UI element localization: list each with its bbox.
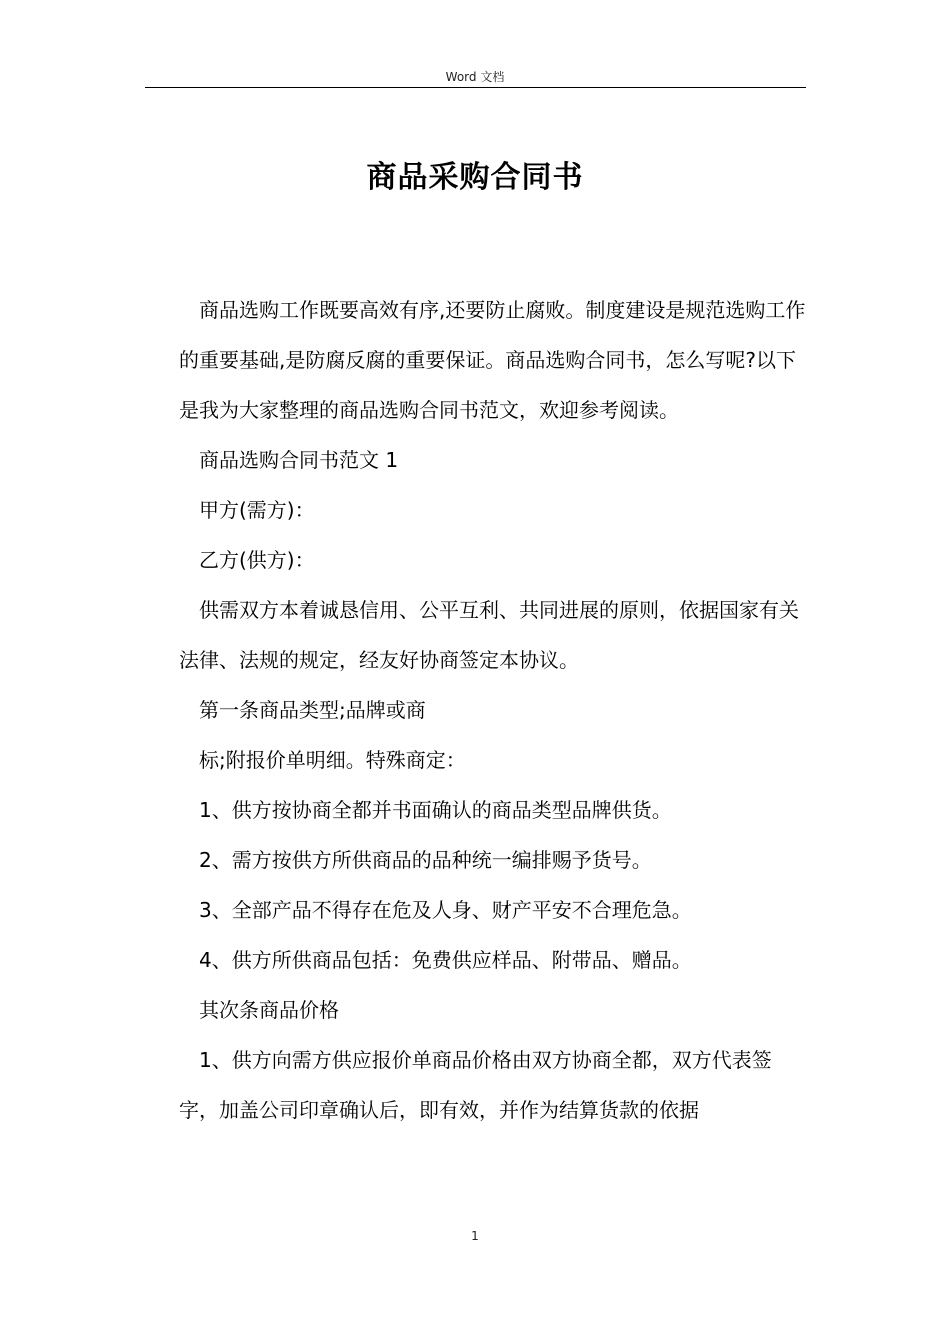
header-divider xyxy=(145,87,806,88)
party-a-line: 甲方(需方)： xyxy=(199,498,315,522)
clause-item: 4、供方所供商品包括：免费供应样品、附带品、赠品。 xyxy=(199,948,692,972)
clause-item: 1、供方向需方供应报价单商品价格由双方协商全都，双方代表签字，加盖公司印章确认后，即有效，并作为结算货款的依据 xyxy=(179,1048,772,1122)
clause-item: 1、供方按协商全都并书面确认的商品类型品牌供货。 xyxy=(199,798,672,822)
clause-item: 3、全部产品不得存在危及人身、财产平安不合理危急。 xyxy=(199,898,692,922)
page-header: Word 文档 xyxy=(445,70,505,84)
page-number: 1 xyxy=(471,1229,479,1243)
document-body xyxy=(179,285,809,1135)
article-one-continuation: 标;附报价单明细。特殊商定： xyxy=(199,748,466,772)
article-one-heading: 第一条商品类型;品牌或商 xyxy=(199,698,426,722)
document-title: 商品采购合同书 xyxy=(366,160,584,195)
article-two-heading: 其次条商品价格 xyxy=(199,998,339,1022)
intro-paragraph: 商品选购工作既要高效有序,还要防止腐败。制度建设是规范选购工作的重要基础,是防腐反腐的重要保证。商品选购合同书，怎么写呢?以下是我为大家整理的商品选购合同书范文，欢迎参考阅读。 xyxy=(179,298,806,422)
sample-heading: 商品选购合同书范文 1 xyxy=(199,448,399,472)
clause-item: 2、需方按供方所供商品的品种统一编排赐予货号。 xyxy=(199,848,652,872)
party-b-line: 乙方(供方)： xyxy=(199,548,315,572)
preamble-paragraph: 供需双方本着诚恳信用、公平互利、共同进展的原则，依据国家有关法律、法规的规定，经友好协商签定本协议。 xyxy=(179,598,799,672)
